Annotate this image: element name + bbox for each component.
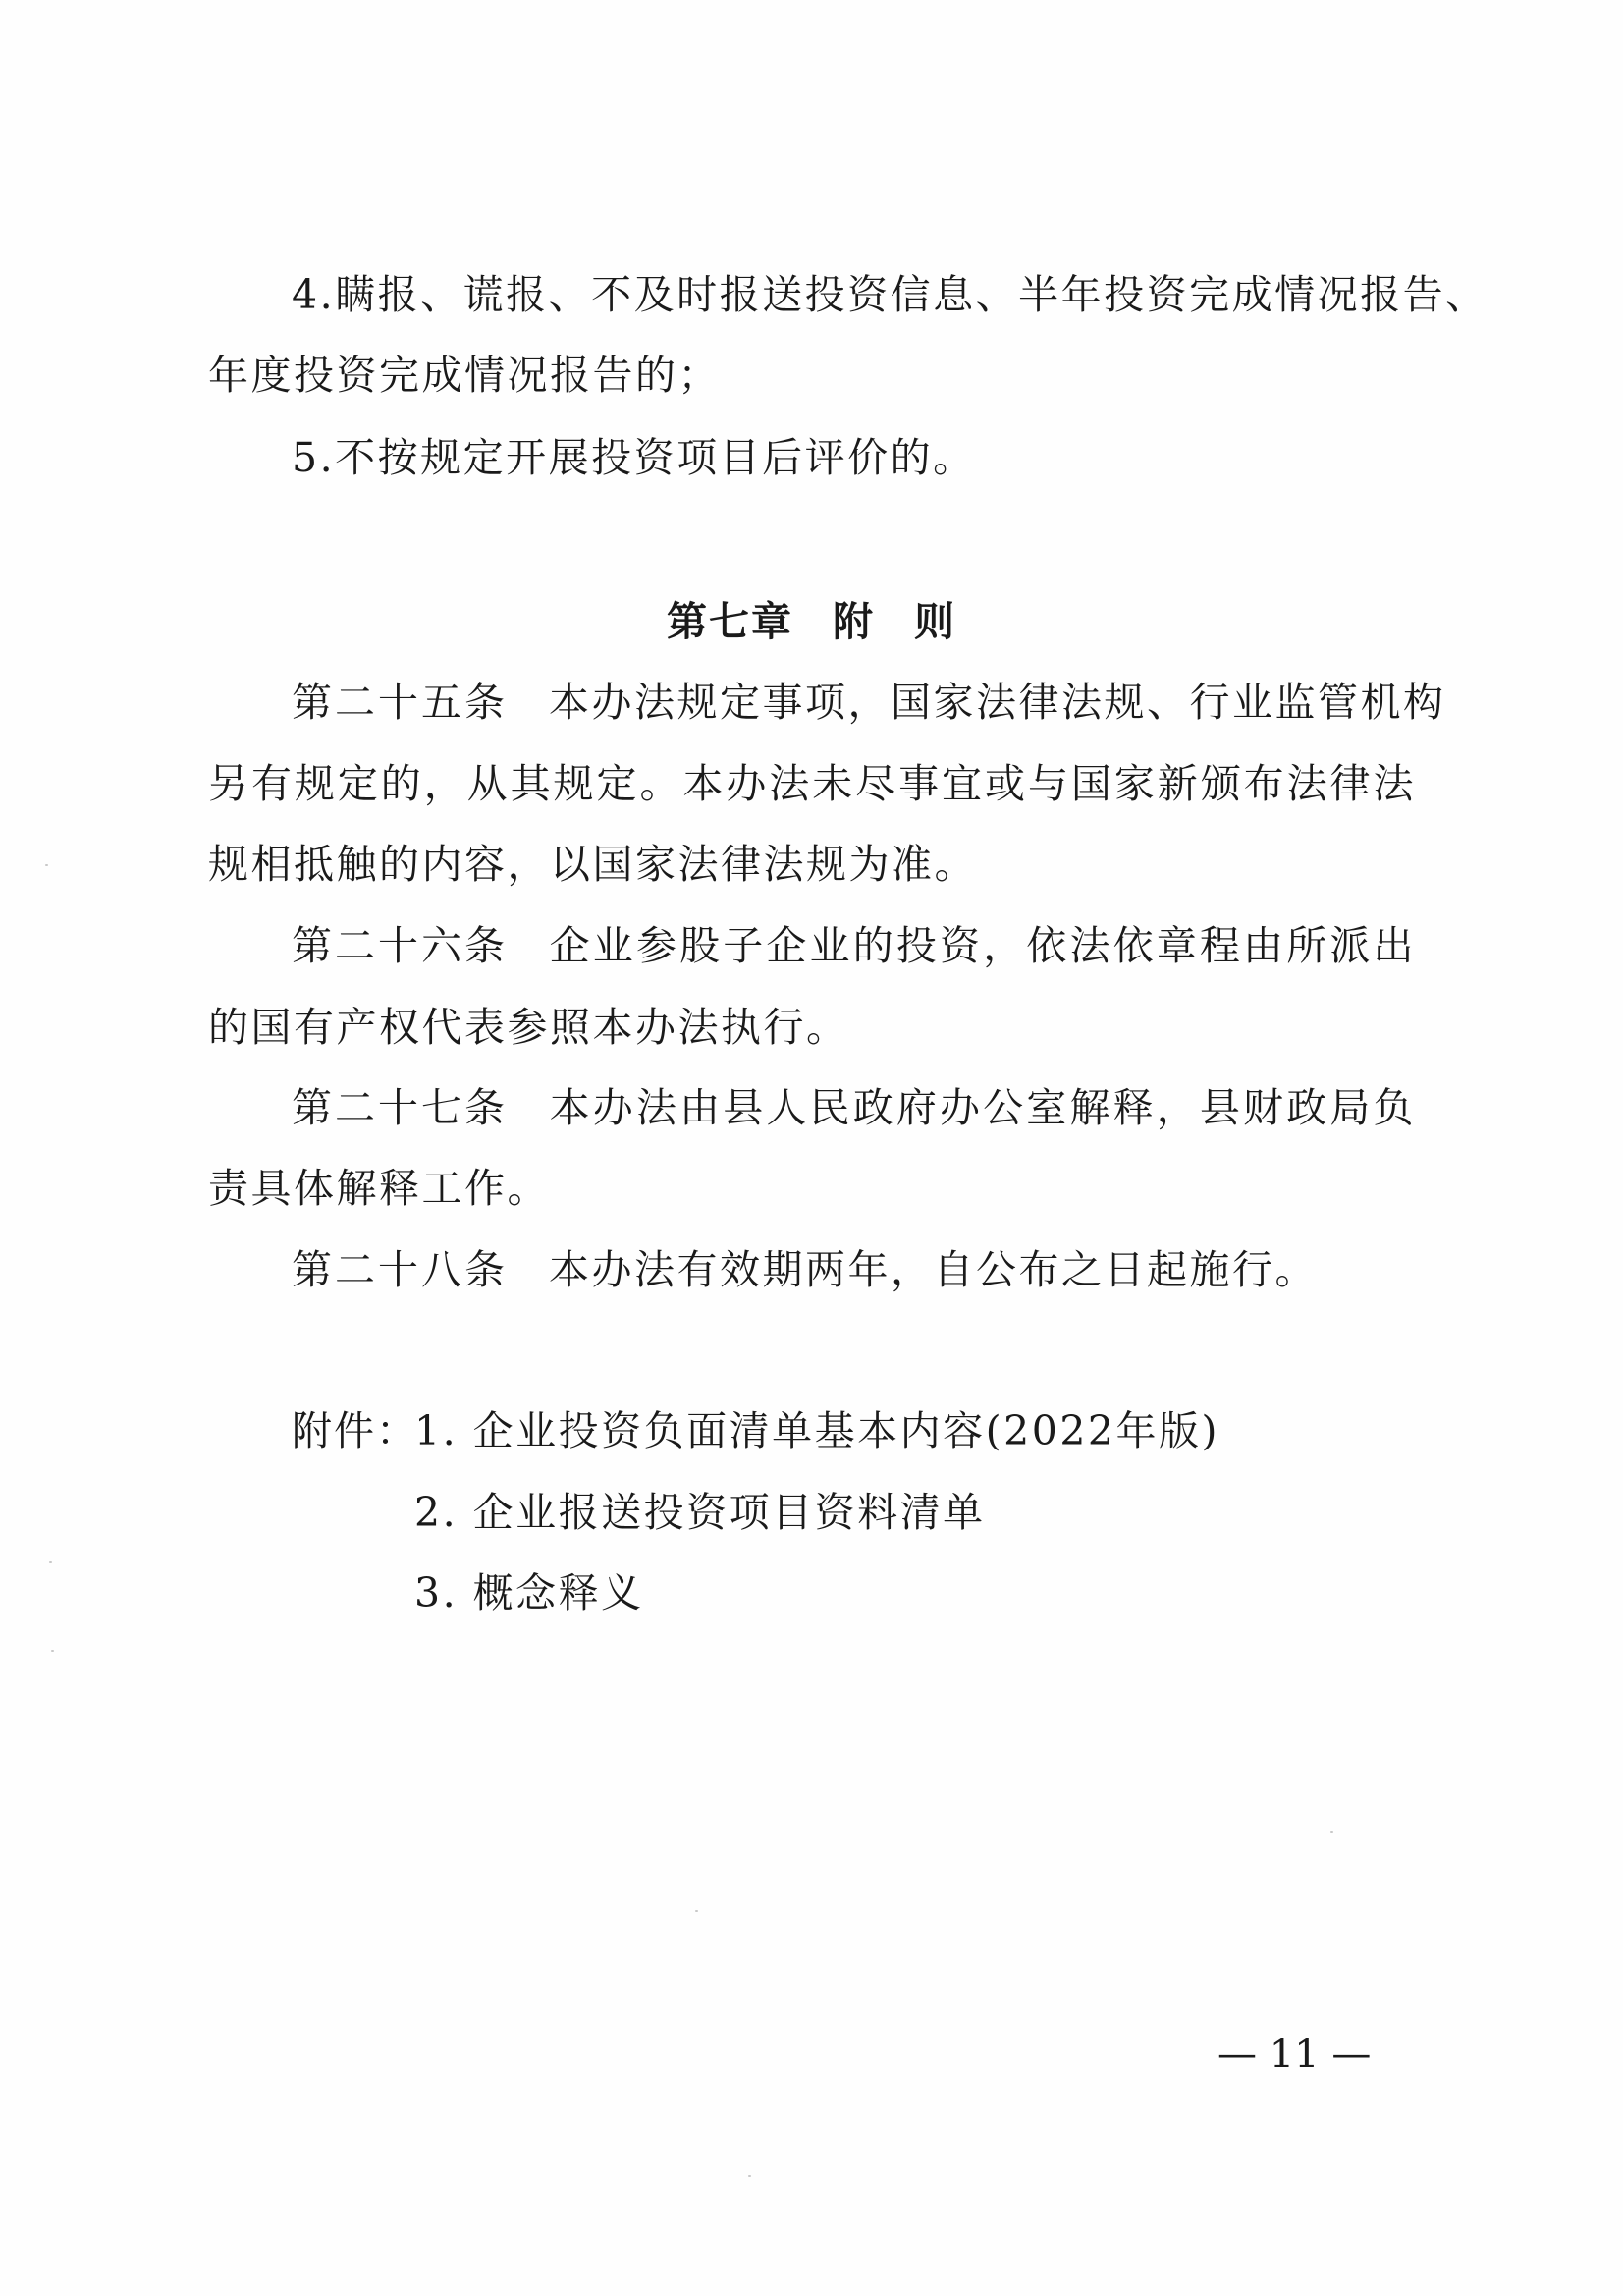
article-28-line-1 — [292, 1240, 1416, 1299]
scan-speck — [51, 1650, 54, 1652]
page-number: — 11 — — [1217, 2032, 1372, 2077]
article-26-line-2: 的国有产权代表参照本办法执行。 — [208, 1004, 849, 1051]
attachment-item-3: 3. 概念释义 — [414, 1569, 644, 1616]
scan-speck — [695, 1910, 698, 1912]
list-item-4-line-1: 4.瞒报、谎报、不及时报送投资信息、半年投资完成情况报告、 — [292, 271, 1488, 318]
scan-speck — [45, 864, 48, 866]
attachment-item-2: 2. 企业报送投资项目资料清单 — [414, 1489, 986, 1536]
attachment-item-1: 1. 企业投资负面清单基本内容(2022年版) — [414, 1407, 1219, 1454]
article-26-text: 企业参股子企业的投资，依法依章程由所派出 — [549, 922, 1416, 969]
article-27-number: 第二十七条 — [292, 1084, 508, 1131]
attachments-label: 附件： — [292, 1407, 418, 1454]
chapter-title-char-1: 附 — [833, 598, 875, 645]
chapter-number: 第七章 — [667, 598, 793, 645]
article-27-line-1 — [292, 1078, 1416, 1137]
article-28-text: 本办法有效期两年，自公布之日起施行。 — [549, 1246, 1318, 1293]
list-item-4-line-2: 年度投资完成情况报告的； — [208, 352, 721, 399]
list-item-5: 5.不按规定开展投资项目后评价的。 — [292, 434, 976, 481]
article-25-text: 本办法规定事项，国家法律法规、行业监管机构 — [549, 679, 1446, 726]
article-26-number: 第二十六条 — [292, 922, 508, 969]
article-27-line-2: 责具体解释工作。 — [208, 1165, 550, 1212]
article-27-text: 本办法由县人民政府办公室解释，县财政局负 — [549, 1084, 1416, 1131]
article-28-number: 第二十八条 — [292, 1246, 508, 1293]
article-25-line-2: 另有规定的，从其规定。本办法未尽事宜或与国家新颁布法律法 — [208, 760, 1416, 807]
article-25-line-1 — [292, 673, 1446, 732]
scan-speck — [1330, 1831, 1333, 1833]
article-25-number: 第二十五条 — [292, 679, 508, 726]
chapter-heading — [0, 592, 1623, 651]
chapter-title-char-2: 则 — [914, 598, 956, 645]
scan-speck — [49, 1561, 52, 1563]
article-26-line-1 — [292, 916, 1416, 975]
article-25-line-3: 规相抵触的内容，以国家法律法规为准。 — [208, 841, 977, 888]
scan-speck — [748, 2175, 751, 2177]
